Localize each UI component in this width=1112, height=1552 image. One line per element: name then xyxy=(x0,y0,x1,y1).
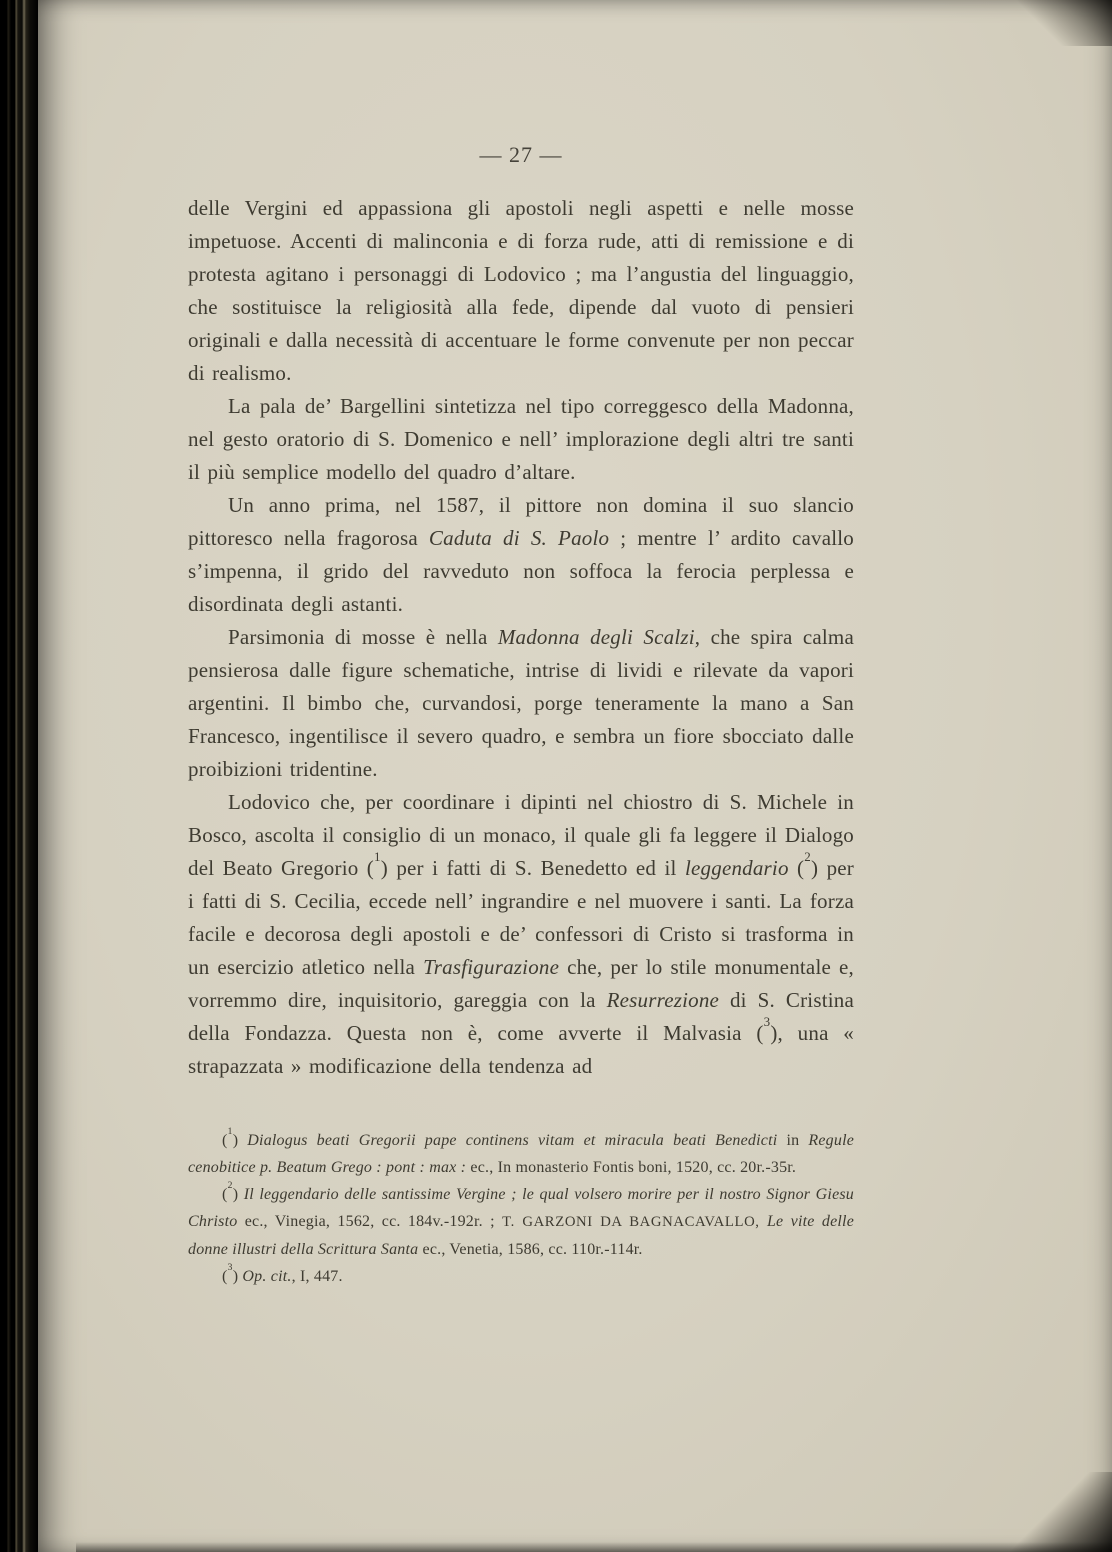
footnote-marker: 3 xyxy=(763,1014,771,1030)
footnote-marker: 3 xyxy=(227,1262,233,1274)
text-run: Parsimonia di mosse è nella xyxy=(228,625,498,649)
text-run: , che spira calma pensierosa dalle figure schematiche, intrise di lividi e rilevate da vapori argentini. Il bimbo che, curvandosi, porge teneramente la mano a San Francesco, ingentilisce il severo quadro, e sembra un fiore sbocciato dalle proibizioni tridentine. xyxy=(188,625,854,781)
book-binding-edge xyxy=(0,0,38,1552)
footnote xyxy=(188,1263,854,1290)
page-corner-shadow-top-right xyxy=(1002,0,1112,46)
text-run: in xyxy=(777,1132,809,1149)
body-text xyxy=(188,192,854,1083)
footnote-marker: 2 xyxy=(227,1180,233,1192)
text-run: ), una « strapazzata » modificazione della tendenza ad xyxy=(188,1021,854,1078)
text-run: T. GARZONI DA BAGNACAVALLO, xyxy=(502,1214,760,1230)
text-run: ; mentre l’ ardito cavallo s’impenna, il grido del ravveduto non soffoca la ferocia perplessa e disordinata degli astanti. xyxy=(188,526,854,616)
text-run: ( xyxy=(222,1268,228,1285)
page-bottom-edge-shadow xyxy=(76,1542,1112,1552)
text-run: Il leggendario delle santissime Vergine ; le qual volsero morire per il nostro Signor Giesu Christo xyxy=(188,1186,855,1230)
footnote-marker: 1 xyxy=(374,849,381,865)
footnote-marker: 1 xyxy=(227,1126,233,1138)
paragraph xyxy=(188,192,854,390)
text-run: Lodovico che, per coordinare i dipinti nel chiostro di S. Michele in Bosco, ascolta il consiglio di un monaco, il quale gli fa leggere il Dialogo del Beato Gregorio ( xyxy=(188,790,854,880)
text-run xyxy=(760,1213,767,1230)
text-run: ) xyxy=(232,1186,244,1203)
text-run: ec., Venetia, 1586, cc. 110r.-114r. xyxy=(418,1241,643,1258)
text-run: Caduta di S. Paolo xyxy=(428,526,610,550)
text-run: Trasfigurazione xyxy=(423,955,560,979)
text-run: ) xyxy=(232,1268,243,1285)
footnotes xyxy=(188,1127,854,1290)
text-run: La pala de’ Bargellini sintetizza nel tipo correggesco della Madonna, nel gesto oratorio di S. Domenico e nell’ implorazione degli altri tre santi il più semplice modello del quadro d’altare. xyxy=(188,394,854,484)
text-run: , I, 447. xyxy=(291,1268,343,1285)
text-run: ( xyxy=(222,1186,228,1203)
text-run: ec., Vinegia, 1562, cc. 184v.-192r. ; xyxy=(237,1213,503,1230)
paragraph xyxy=(188,621,854,786)
text-run: leggendario xyxy=(684,856,789,880)
text-run: Resurrezione xyxy=(606,988,720,1012)
text-run: di S. Cristina della Fondazza. Questa non è, come avverte il Malvasia ( xyxy=(188,988,854,1045)
paragraph xyxy=(188,786,854,1083)
text-run: ( xyxy=(788,856,805,880)
text-run: Un anno prima, nel 1587, il pittore non domina il suo slancio pittoresco nella fragorosa xyxy=(188,493,854,550)
paragraph xyxy=(188,489,854,621)
text-run: ) xyxy=(232,1132,248,1149)
text-run: Dialogus beati Gregorii pape continens vitam et miracula beati Benedicti xyxy=(247,1132,778,1149)
text-run: Regule cenobitice p. Beatum Grego : pont : max : xyxy=(188,1132,855,1176)
text-run: Op. cit. xyxy=(242,1268,292,1285)
footnote xyxy=(188,1181,854,1263)
page-content xyxy=(188,142,854,1290)
text-run: Madonna degli Scalzi xyxy=(497,625,695,649)
text-run: ( xyxy=(222,1132,228,1149)
footnote-marker: 2 xyxy=(804,849,811,865)
text-run: delle Vergini ed appassiona gli apostoli negli aspetti e nelle mosse impetuose. Accenti di malinconia e di forza rude, atti di remissione e di protesta agitano i personaggi di Lodovico ; ma l’angustia del linguaggio, che sostituisce la religiosità alla fede, dipende dal vuoto di pensieri originali e dalla necessità di accentuare le forme convenute per non peccar di realismo. xyxy=(188,196,854,385)
text-run: Le vite delle donne illustri della Scrittura Santa xyxy=(188,1213,854,1258)
text-run: ) per i fatti di S. Cecilia, eccede nell’ ingrandire e nel muovere i santi. La forza facile e decorosa degli apostoli e de’ confessori di Cristo si trasforma in un esercizio atletico nella xyxy=(188,856,854,979)
text-run: che, per lo stile monumentale e, vorremmo dire, inquisitorio, gareggia con la xyxy=(188,955,854,1012)
page-corner-shadow-bottom-right xyxy=(962,1472,1112,1552)
footnote xyxy=(188,1127,854,1181)
text-run: ) per i fatti di S. Benedetto ed il xyxy=(380,856,685,880)
paragraph xyxy=(188,390,854,489)
paper-page xyxy=(38,0,1112,1552)
page-number: — 27 — xyxy=(479,142,563,167)
text-run: ec., In monasterio Fontis boni, 1520, cc. 20r.-35r. xyxy=(466,1159,797,1176)
